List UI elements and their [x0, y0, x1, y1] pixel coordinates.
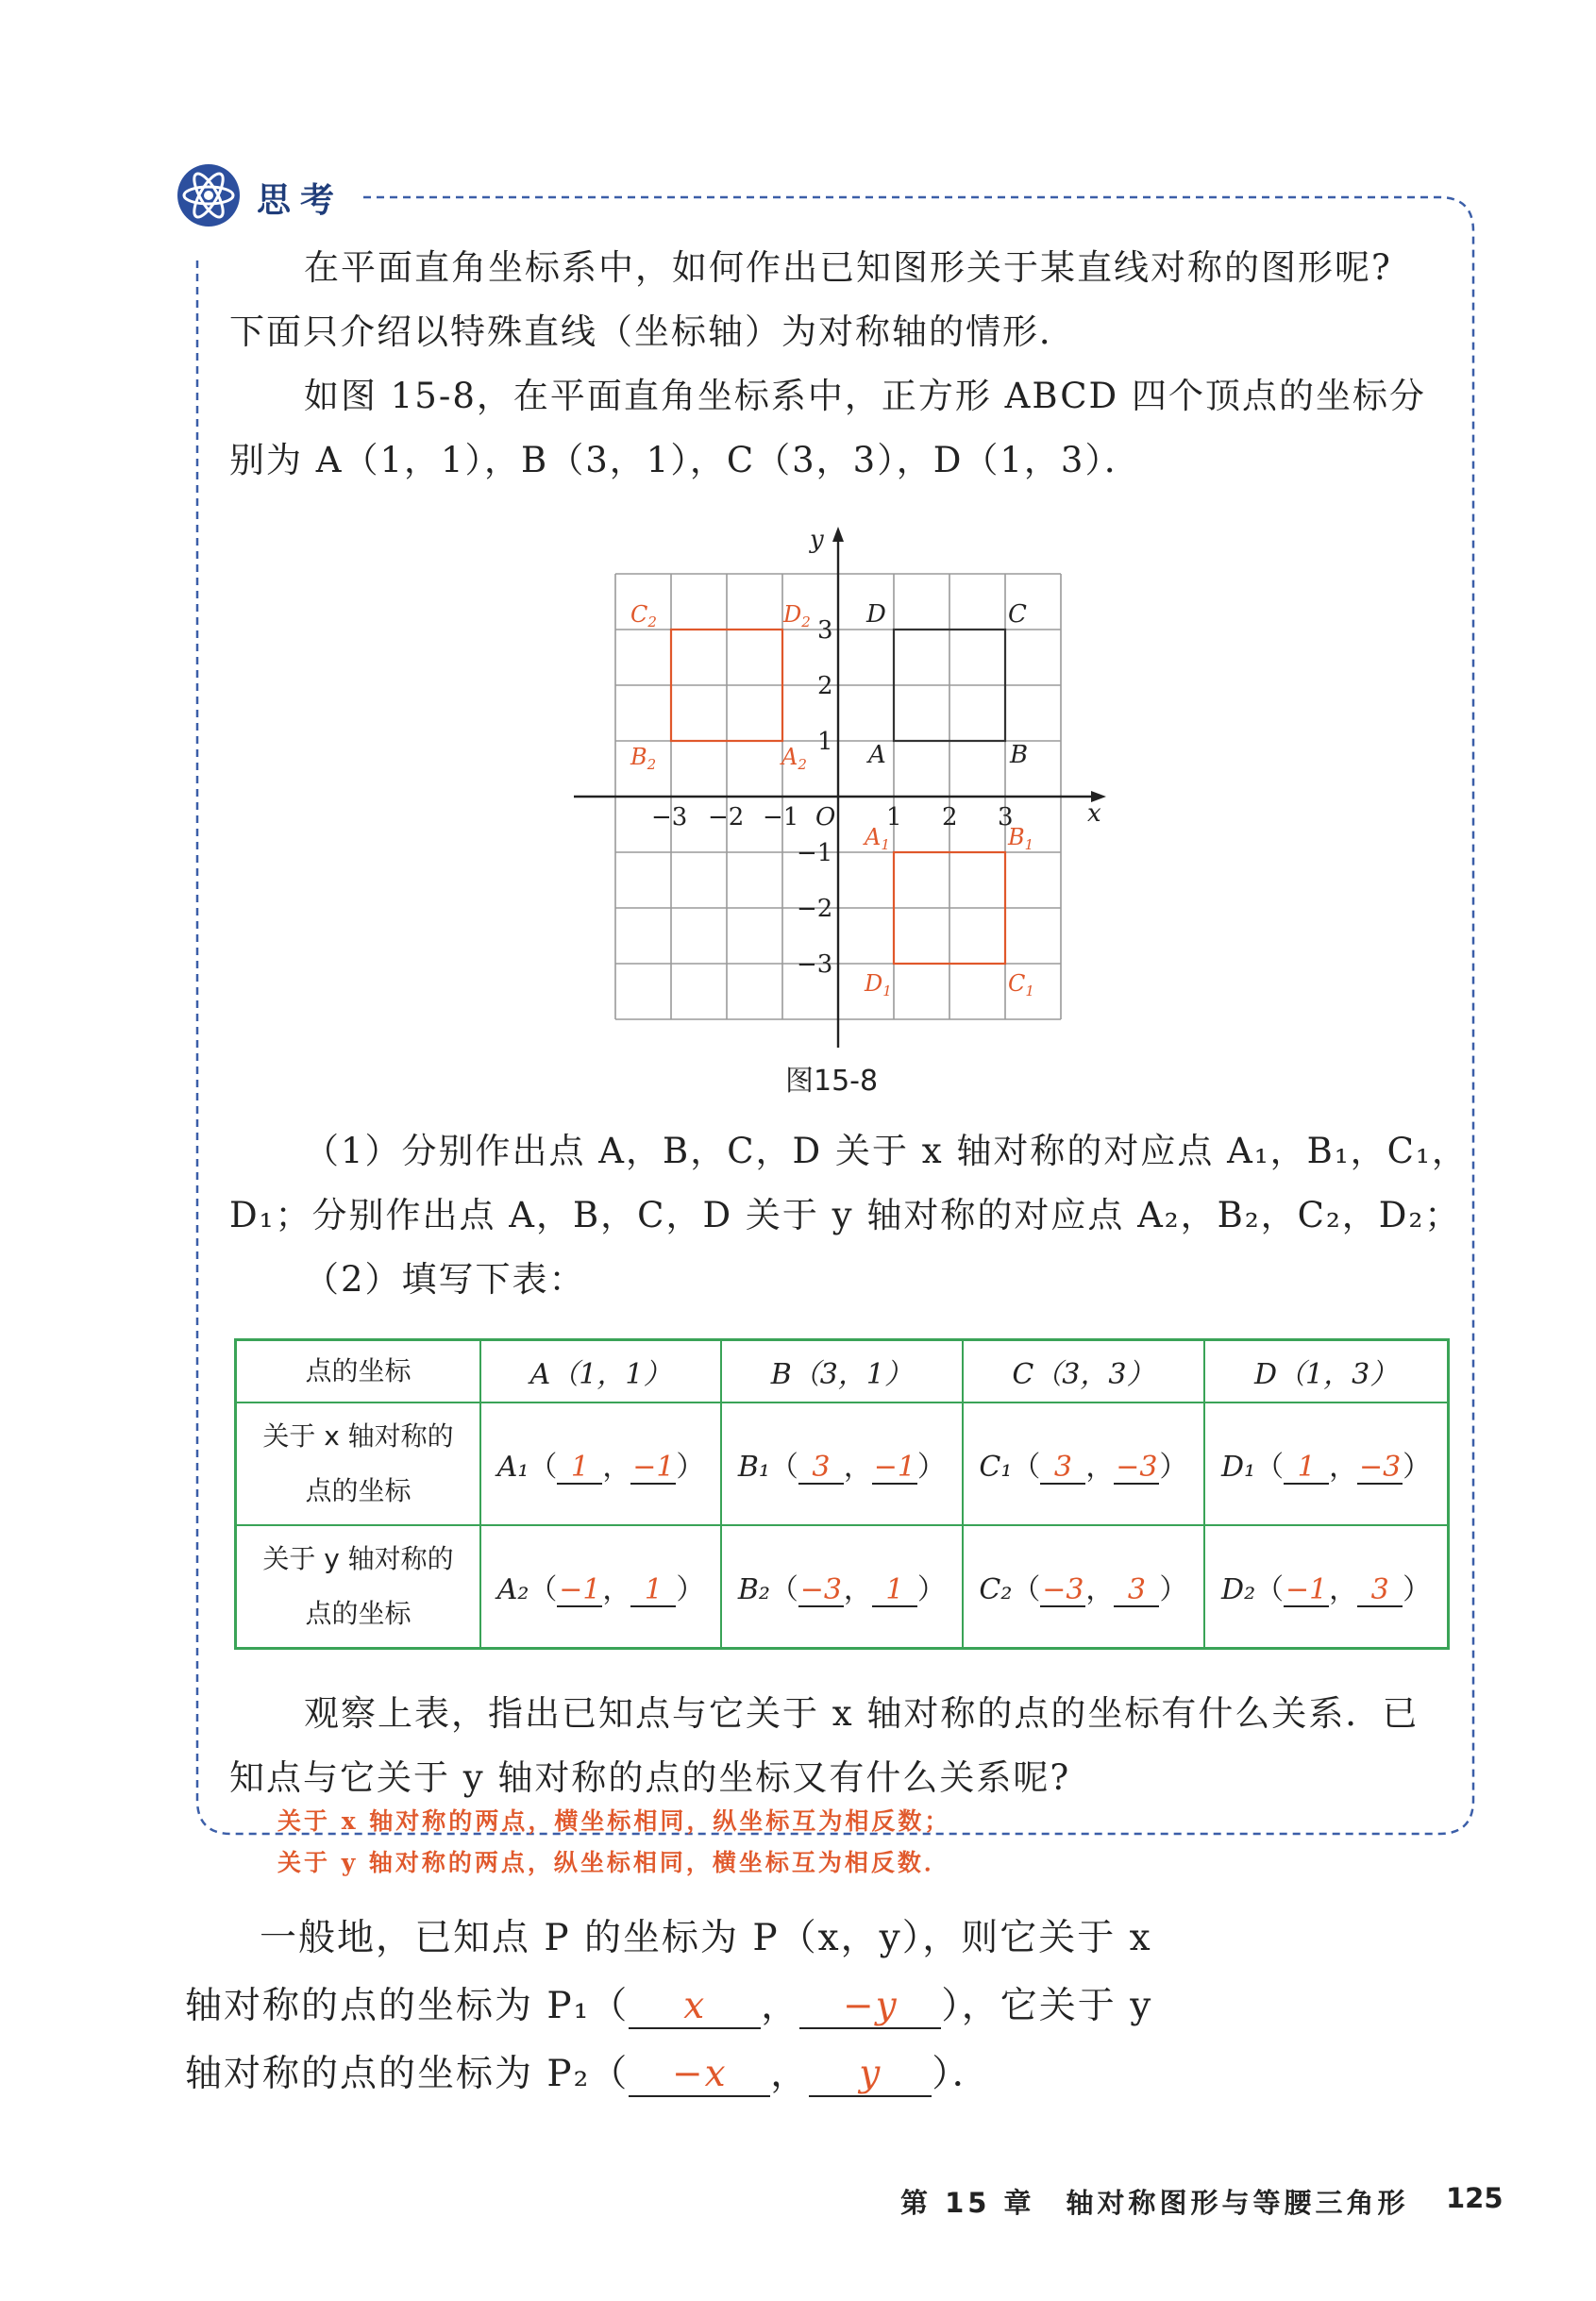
y-axis-arrow	[832, 527, 844, 542]
point-label-c1: $C_1$	[1008, 970, 1034, 999]
figure-desc-line-2: 别为 A（1，1），B（3，1），C（3，3），D（1，3）．	[229, 440, 1141, 480]
x-tick: 1	[886, 803, 902, 831]
table-header-label: 点的坐标	[236, 1340, 481, 1403]
table-cell: C₂（−3， 3 ）	[963, 1525, 1205, 1648]
x-tick: −1	[763, 803, 799, 831]
section-title: 思考	[257, 181, 344, 220]
table-column-header: B（3，1）	[721, 1340, 963, 1403]
row-label-y: 关于 y 轴对称的 点的坐标	[236, 1525, 481, 1648]
general-line-2: 轴对称的点的坐标为 P₁（ x ， −y ），它关于 y	[185, 1985, 1153, 2027]
point-label-b: B	[1010, 741, 1029, 769]
table-column-header: A（1，1）	[480, 1340, 721, 1403]
answer-note-1: 关于 x 轴对称的两点，横坐标相同，纵坐标互为相反数；	[277, 1807, 951, 1835]
point-label-a1: $A_1$	[865, 824, 890, 853]
table-cell: B₂（−3， 1 ）	[721, 1525, 963, 1648]
y-axis-label: y	[810, 527, 824, 554]
table-cell: D₂（−1， 3 ）	[1204, 1525, 1448, 1648]
point-label-c2: $C_2$	[630, 601, 657, 630]
figure-15-8	[566, 527, 1114, 1055]
table-column-header: D（1，3）	[1204, 1340, 1448, 1403]
y-tick: 1	[817, 728, 833, 756]
observation-line-2: 知点与它关于 y 轴对称的点的坐标又有什么关系呢?	[229, 1757, 1071, 1798]
intro-line-1: 在平面直角坐标系中，如何作出已知图形关于某直线对称的图形呢?	[304, 247, 1392, 288]
intro-line-2: 下面只介绍以特殊直线（坐标轴）为对称轴的情形．	[229, 311, 1076, 352]
point-label-b2: $B_2$	[630, 744, 657, 773]
x-tick: 2	[942, 803, 958, 831]
page-number: 125	[1446, 2182, 1504, 2214]
footer-chapter: 第 15 章 轴对称图形与等腰三角形	[900, 2187, 1409, 2219]
table-cell: A₁（ 1 ，−1）	[480, 1402, 721, 1525]
point-label-b1: $B_1$	[1008, 824, 1034, 853]
y-tick: −3	[797, 950, 833, 979]
table-column-header: C（3，3）	[963, 1340, 1205, 1403]
general-line-1: 一般地，已知点 P 的坐标为 P（x，y），则它关于 x	[260, 1917, 1152, 1959]
table-header-row	[236, 1340, 1449, 1403]
table-cell: D₁（ 1 ，−3）	[1204, 1402, 1448, 1525]
point-label-d2: $D_2$	[783, 601, 811, 630]
question-1-line-1: （1）分别作出点 A，B，C，D 关于 x 轴对称的对应点 A₁，B₁，C₁，	[304, 1131, 1469, 1171]
observation-line-1: 观察上表，指出已知点与它关于 x 轴对称的点的坐标有什么关系．已	[304, 1693, 1420, 1734]
general-line-3: 轴对称的点的坐标为 P₂（ −x ， y ）．	[185, 2053, 991, 2095]
table-row-y-reflection	[236, 1525, 1449, 1648]
origin-label: O	[815, 803, 836, 831]
point-label-a: A	[868, 741, 886, 769]
point-label-c: C	[1008, 600, 1027, 629]
y-tick: −1	[797, 839, 833, 867]
point-label-d: D	[866, 600, 886, 629]
question-2: （2）填写下表：	[304, 1259, 586, 1300]
answer-note-2: 关于 y 轴对称的两点，纵坐标相同，横坐标互为相反数．	[277, 1849, 950, 1876]
table-cell: A₂（−1， 1 ）	[480, 1525, 721, 1648]
table-cell: B₁（ 3 ，−1）	[721, 1402, 963, 1525]
y-tick: 3	[817, 616, 833, 645]
x-axis-label: x	[1087, 799, 1101, 828]
y-tick: 2	[817, 672, 833, 700]
y-tick: −2	[797, 895, 833, 923]
table-cell: C₁（ 3 ，−3）	[963, 1402, 1205, 1525]
point-label-d1: $D_1$	[865, 970, 892, 999]
coordinate-table	[234, 1338, 1450, 1650]
x-tick: −2	[708, 803, 745, 831]
question-1-line-2: D₁；分别作出点 A，B，C，D 关于 y 轴对称的对应点 A₂，B₂，C₂，D₂；	[229, 1195, 1462, 1235]
row-label-x: 关于 x 轴对称的 点的坐标	[236, 1402, 481, 1525]
figure-caption: 图15-8	[785, 1065, 879, 1098]
x-tick: −3	[651, 803, 688, 831]
x-tick: 3	[998, 803, 1014, 831]
figure-desc-line-1: 如图 15-8，在平面直角坐标系中，正方形 ABCD 四个顶点的坐标分	[304, 376, 1426, 416]
table-row-x-reflection	[236, 1402, 1449, 1525]
point-label-a2: $A_2$	[781, 744, 807, 773]
